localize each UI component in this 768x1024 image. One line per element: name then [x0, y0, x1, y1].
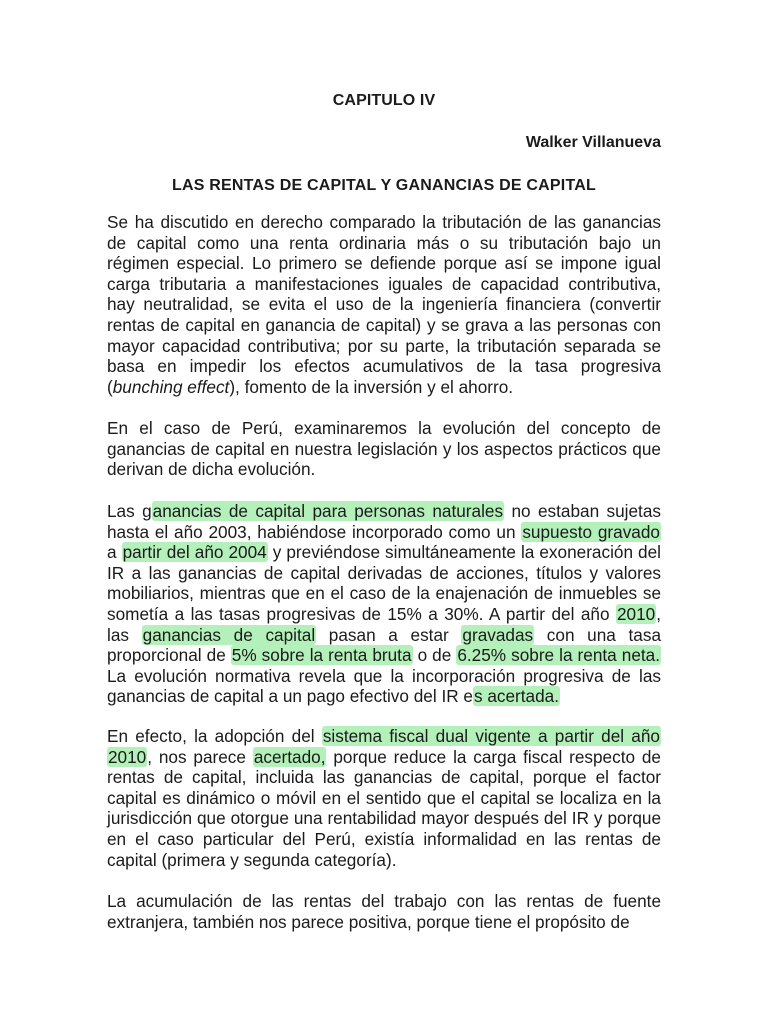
paragraph-1-text-a: Se ha discutido en derecho comparado la tributación de las ganancias de capital como una renta ordinaria más o su tributación bajo un régimen especial. Lo primero se defiende porque así se impone igual carga tributaria a manifestaciones iguales de capacidad contributiva, hay neutralidad, se evita el uso de la ingeniería financiera (convertir rentas de capital en ganancia de capital) y se grava a las personas con mayor capacidad contributiva; por su parte, la tributación separada se basa en impedir los efectos acumulativos de la tasa progresiva ( [107, 212, 661, 397]
paragraph-3-text: a [107, 542, 122, 563]
highlight-ganancias-de-capital: ganancias de capital [142, 624, 316, 645]
paragraph-3-text: , las [107, 603, 661, 645]
paragraph-4-text: En efecto, la adopción del [107, 726, 322, 746]
paragraph-3-text: con una tasa proporcional de [107, 624, 661, 666]
paragraph-1-text-b: ), fomento de la inversión y el ahorro. [229, 376, 514, 397]
highlight-supuesto-gravado: supuesto gravado [522, 521, 660, 542]
paragraph-3 [107, 501, 661, 707]
highlight-2010: 2010 [616, 603, 656, 624]
highlight-gravadas: gravadas [462, 624, 534, 645]
author-name: Walker Villanueva [525, 134, 661, 151]
highlight-sistema-fiscal-dual: sistema fiscal dual vigente a partir del año 2010 [108, 726, 660, 767]
highlight-renta-neta: 6.25% sobre la renta neta. [457, 645, 660, 666]
paragraph-1 [107, 212, 661, 397]
chapter-heading: CAPITULO IV [332, 92, 436, 109]
document-title: LAS RENTAS DE CAPITAL Y GANANCIAS DE CAPITAL [172, 177, 596, 194]
paragraph-4 [107, 726, 661, 870]
highlight-es-acertada: s acertada. [473, 686, 559, 707]
paragraph-3-text: pasan a estar [316, 624, 462, 645]
highlight-acertado: acertado, [253, 746, 326, 767]
highlight-renta-bruta: 5% sobre la renta bruta [231, 645, 412, 666]
paragraph-3-text: Las g [107, 501, 152, 521]
paragraph-1-emphasis: bunching effect [112, 376, 230, 397]
paragraph-3-text: no estaban sujetas hasta el año 2003, habiéndose incorporado como un [107, 501, 661, 542]
paragraph-2: En el caso de Perú, examinaremos la evolución del concepto de ganancias de capital en nuestra legislación y los aspectos prácticos que derivan de dicha evolución. [107, 418, 661, 480]
paragraph-4-text: porque reduce la carga fiscal respecto de rentas de capital, incluida las ganancias de capital, porque el factor capital es dinámico o móvil en el sentido que el capital se localiza en la jurisdicción que otorgue una rentabilidad mayor después del IR y porque en el caso particular del Perú, existía informalidad en las rentas de capital (primera y segunda categoría). [107, 746, 661, 870]
paragraph-4-text: , nos parece [147, 746, 253, 767]
highlight-ganancias-personas-naturales: anancias de capital para personas naturales [152, 501, 504, 521]
highlight-partir-2004: partir del año 2004 [122, 542, 267, 563]
paragraph-3-text: La evolución normativa revela que la incorporación progresiva de las ganancias de capital a un pago efectivo del IR e [107, 665, 661, 707]
paragraph-3-text: y previéndose simultáneamente la exoneración del IR a las ganancias de capital derivadas de acciones, títulos y valores mobiliarios, mientras que en el caso de la enajenación de inmuebles se sometía a las tasas progresivas de 15% a 30%. A partir del año [107, 542, 661, 624]
paragraph-3-text: o de [412, 645, 457, 666]
paragraph-5: La acumulación de las rentas del trabajo con las rentas de fuente extranjera, también nos parece positiva, porque tiene el propósito de [107, 891, 661, 932]
